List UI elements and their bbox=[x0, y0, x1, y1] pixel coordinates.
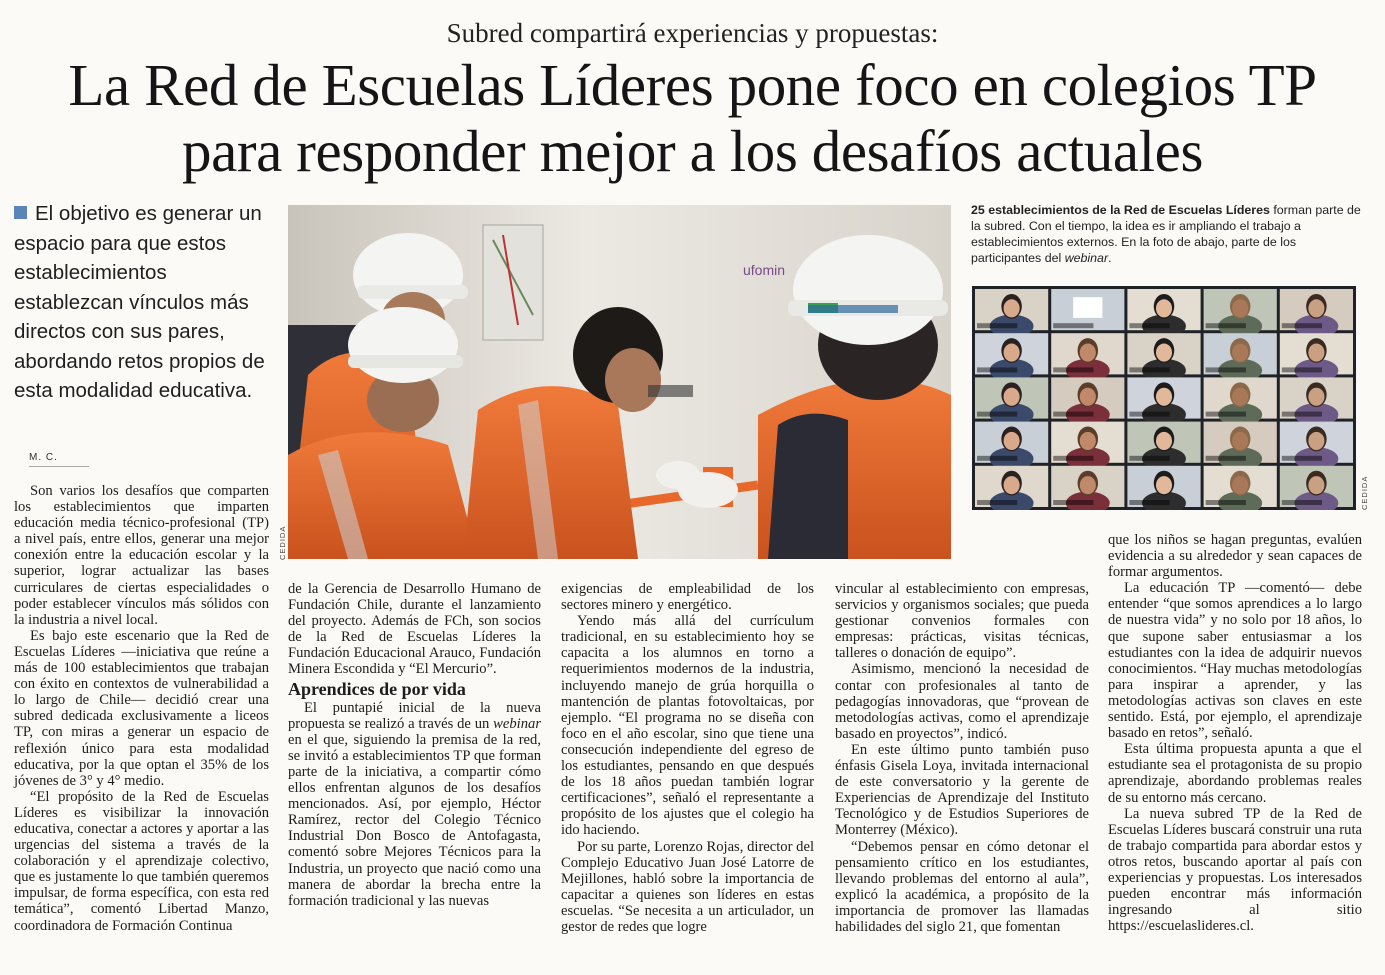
webinar-grid-illustration bbox=[972, 286, 1356, 510]
participant-name-bar bbox=[1053, 500, 1093, 505]
caption-bold: 25 establecimientos de la Red de Escuelas Líderes bbox=[971, 203, 1270, 217]
participant-face bbox=[1080, 388, 1096, 406]
participant-name-bar bbox=[1282, 456, 1322, 461]
participant-face bbox=[1156, 432, 1172, 450]
participant-name-bar bbox=[1129, 500, 1169, 505]
participant-name-bar bbox=[1129, 412, 1169, 417]
participant-face bbox=[1232, 299, 1248, 317]
participant-face bbox=[1080, 344, 1096, 362]
participant-name-bar bbox=[1129, 323, 1169, 328]
paragraph-text: El puntapié inicial de la nueva propuesta se realizó a través de un bbox=[288, 699, 541, 732]
headline-line-2: para responder mejor a los desafíos actuales bbox=[181, 118, 1204, 184]
square-bullet-icon bbox=[14, 206, 27, 219]
participant-name-bar bbox=[1282, 412, 1322, 417]
paragraph: Yendo más allá del currículum tradicional, en su establecimiento hoy se capacita a los alumnos en torno a requerimientos modernos de la industria, incluyendo manejo de grúa horquilla o mantención de plantas fotovoltaicas, por ejemplo. “El programa no se diseña con foco en el año escolar, sino que tiene una consecución independiente del egreso de los estudiantes, pensando en que después de los 18 años puedan también lograr certificaciones”, señaló el representante a propósito de los ajustes que el colegio ha ido haciendo. bbox=[561, 613, 814, 839]
participant-face bbox=[1308, 299, 1324, 317]
participant-name-bar bbox=[1129, 456, 1169, 461]
column-2 bbox=[288, 581, 541, 909]
participant-name-bar bbox=[1206, 323, 1246, 328]
paragraph: En este último punto también puso énfasis Gisela Loya, invitada internacional de este conversatorio y la gerente de Experiencias de Aprendizaje del Instituto Tecnológico y de Estudios Superiores de Monterrey (México). bbox=[835, 741, 1089, 839]
headline bbox=[0, 52, 1385, 184]
column-4 bbox=[835, 581, 1089, 935]
participant-name-bar bbox=[1053, 323, 1093, 328]
paragraph: Esta última propuesta apunta a que el estudiante sea el protagonista de su propio aprendizaje, abordando problemas reales de su entorno más cercano. bbox=[1108, 741, 1362, 806]
participant-face bbox=[1232, 432, 1248, 450]
kicker: Subred compartirá experiencias y propuestas: bbox=[446, 18, 939, 48]
caption-end: . bbox=[1108, 251, 1112, 265]
participant-face bbox=[1232, 388, 1248, 406]
photo-credit-main: CEDIDA bbox=[278, 525, 287, 560]
paragraph: de la Gerencia de Desarrollo Humano de Fundación Chile, durante el lanzamiento del proyecto. Además de FCh, son socios de la Red de Escuelas Líderes la Fundación Educacional Arauco, Fundación Minera Escondida y “El Mercurio”. bbox=[288, 581, 541, 678]
participant-face bbox=[1156, 476, 1172, 494]
participant-name-bar bbox=[1206, 456, 1246, 461]
participant-name-bar bbox=[1053, 456, 1093, 461]
workshop-illustration bbox=[288, 205, 951, 559]
column-3 bbox=[561, 581, 814, 935]
paragraph: Asimismo, mencionó la necesidad de contar con profesionales al tanto de pedagogías innovadoras, que “provean de metodologías activas, como el aprendizaje basado en proyectos”, indicó. bbox=[835, 661, 1089, 742]
paragraph: Por su parte, Lorenzo Rojas, director del Complejo Educativo Juan José Latorre de Mejillones, habló sobre la importancia de capacitar a quienes son líderes en estas escuelas. “Se necesita a un articulador, un gestor de redes que logre bbox=[561, 838, 814, 935]
participant-face bbox=[1080, 476, 1096, 494]
participant-face bbox=[1308, 432, 1324, 450]
participant-face bbox=[1004, 476, 1020, 494]
subhead: Aprendices de por vida bbox=[288, 678, 466, 699]
participant-name-bar bbox=[977, 323, 1017, 328]
svg-text:ufomin: ufomin bbox=[743, 262, 786, 278]
byline: M. C. bbox=[29, 452, 89, 467]
network-logo-tile bbox=[1073, 297, 1102, 318]
paragraph: La nueva subred TP de la Red de Escuelas Líderes buscará construir una ruta de trabajo compartida para abordar estos y otros retos, buscando aportar al país con experiencias y propuestas. Los interesados pueden encontrar más información ingresando al sitio https://escuelaslideres.cl. bbox=[1108, 805, 1362, 935]
participant-face bbox=[1004, 432, 1020, 450]
paragraph: Es bajo este escenario que la Red de Escuelas Líderes —iniciativa que reúne a más de 100 establecimientos que trabajan con éxito en contextos de vulnerabilidad a lo largo de Chile— decidió crear una subred dedicada exclusivamente a liceos TP, con miras a generar un espacio de reflexión único para esta modalidad educativa, por la que optan el 35% de los jóvenes de 3° y 4° medio. bbox=[14, 627, 269, 789]
participant-name-bar bbox=[1282, 367, 1322, 372]
participant-name-bar bbox=[1206, 367, 1246, 372]
participant-face bbox=[1308, 344, 1324, 362]
participant-face bbox=[1004, 388, 1020, 406]
participant-name-bar bbox=[1053, 412, 1093, 417]
paragraph: “Debemos pensar en cómo detonar el pensamiento crítico en los estudiantes, llevando problemas del entorno al aula”, explicó la académica, a propósito de la importancia de promover las llamadas habilidades del siglo 21, que fomentan bbox=[835, 838, 1089, 935]
photo-credit-webinar: CEDIDA bbox=[1360, 475, 1369, 510]
caption-italic: webinar bbox=[1064, 251, 1109, 265]
participant-name-bar bbox=[1206, 500, 1246, 505]
participant-name-bar bbox=[977, 500, 1017, 505]
participant-name-bar bbox=[977, 367, 1017, 372]
participant-face bbox=[1232, 476, 1248, 494]
paragraph: que los niños se hagan preguntas, evalúen evidencia a su alrededor y sean capaces de formar argumentos. bbox=[1108, 532, 1362, 581]
paragraph bbox=[288, 700, 541, 909]
column-5 bbox=[1108, 532, 1362, 934]
column-1 bbox=[14, 483, 269, 934]
paragraph: Son varios los desafíos que comparten los establecimientos que imparten educación media técnico-profesional (TP) a nivel país, entre ellos, generar una mejor conexión entre la educación escolar y la superior, lograr actualizar las bases curriculares de ciertas especialidades o poder establecer vínculos más sólidos con la industria a nivel local. bbox=[14, 483, 269, 628]
participant-name-bar bbox=[1282, 500, 1322, 505]
paragraph: exigencias de empleabilidad de los sectores minero y energético. bbox=[561, 581, 814, 614]
participant-face bbox=[1080, 432, 1096, 450]
participant-face bbox=[1004, 344, 1020, 362]
participant-face bbox=[1156, 344, 1172, 362]
paragraph-italic: webinar bbox=[493, 715, 541, 732]
paragraph: vincular al establecimiento con empresas, servicios y organismos sociales; que pueda gestionar convenios formales con empresas: prácticas, visitas técnicas, talleres o donación de equipo”. bbox=[835, 581, 1089, 662]
lead-summary bbox=[14, 199, 276, 406]
caption-text: forman parte de la subred. Con el tiempo, la idea es ir ampliando el trabajo a establecimientos externos. En la foto de abajo, parte de los participantes del bbox=[971, 203, 1361, 265]
photo-caption bbox=[971, 202, 1361, 266]
participant-face bbox=[1004, 299, 1020, 317]
paragraph: La educación TP —comentó— debe entender “que somos aprendices a lo largo de nuestra vida” y no solo por 18 años, lo que supone saber entusiasmar a los estudiantes con la idea de adquirir nuevos conocimientos. “Hay muchas metodologías para inspirar a aprender, y las metodologías activas son claves en este sentido. Está, por ejemplo, el aprendizaje basado en retos”, señaló. bbox=[1108, 580, 1362, 742]
participant-face bbox=[1308, 388, 1324, 406]
webinar-photo bbox=[972, 286, 1356, 510]
participant-name-bar bbox=[1053, 367, 1093, 372]
lead-text: El objetivo es generar un espacio para que estos establecimientos establezcan vínculos más directos con sus pares, abordando retos propios de esta modalidad educativa. bbox=[14, 202, 265, 402]
participant-face bbox=[1308, 476, 1324, 494]
participant-name-bar bbox=[1206, 412, 1246, 417]
participant-name-bar bbox=[1129, 367, 1169, 372]
participant-name-bar bbox=[977, 456, 1017, 461]
paragraph: “El propósito de la Red de Escuelas Líderes es visibilizar la innovación educativa, conectar a actores y aportar a las urgencias del sistema a través de la colaboración y el aprendizaje colectivo, que es justamente lo que también queremos impulsar, de forma específica, con esta red temática”, comentó Libertad Manzo, coordinadora de Formación Continua bbox=[14, 788, 269, 934]
main-photo-students-workshop bbox=[288, 205, 951, 559]
participant-name-bar bbox=[977, 412, 1017, 417]
participant-face bbox=[1156, 299, 1172, 317]
participant-face bbox=[1232, 344, 1248, 362]
paragraph-text: en el que, siguiendo la premisa de la red, se invitó a establecimientos TP que forman parte de la iniciativa, a compartir cómo ellos enfrentan algunos de los desafíos mencionados. Así, por ejemplo, Héctor Ramírez, rector del Colegio Técnico Industrial Don Bosco de Antofagasta, comentó sobre Mejores Técnicos para la Industria, un proyecto que nació como una manera de abordar la brecha entre la formación tradicional y las nuevas bbox=[288, 731, 541, 909]
participant-name-bar bbox=[1282, 323, 1322, 328]
headline-line-1: La Red de Escuelas Líderes pone foco en colegios TP bbox=[68, 52, 1317, 118]
participant-face bbox=[1156, 388, 1172, 406]
